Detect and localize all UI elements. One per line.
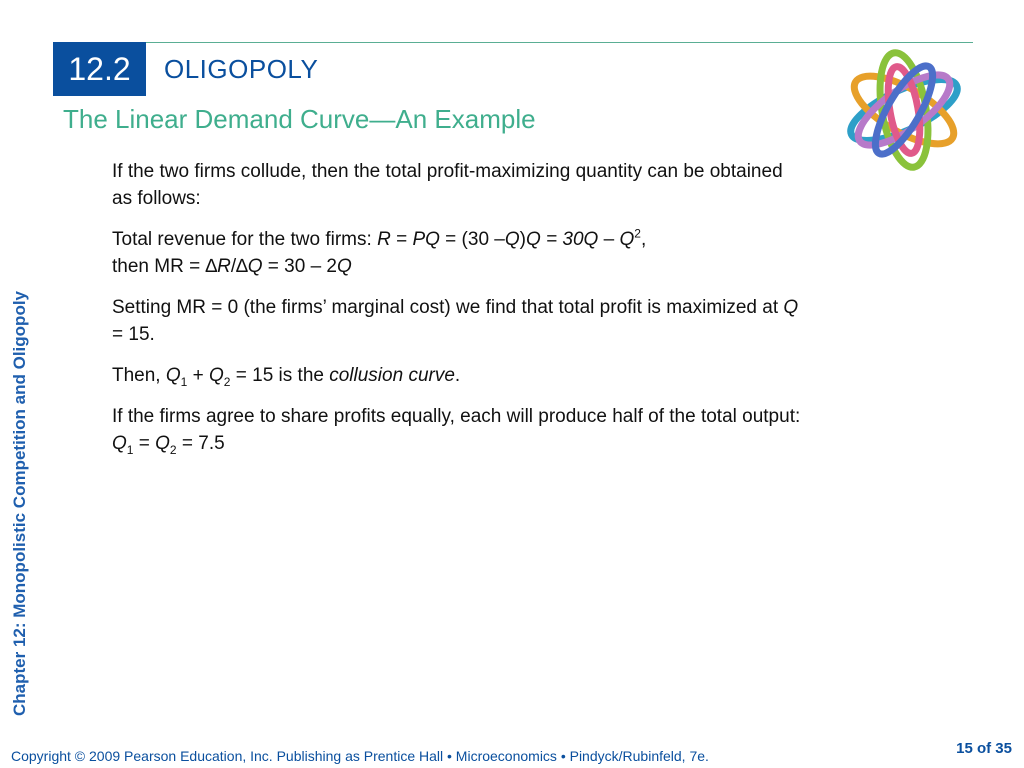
text: Then,	[112, 365, 166, 386]
paragraph-collusion-intro	[112, 158, 802, 212]
text: = 7.5	[176, 433, 225, 454]
interlocking-rings-icon	[826, 44, 982, 176]
text: = 15 is the	[230, 365, 330, 386]
text: = (30 –	[439, 229, 505, 250]
text: =	[390, 229, 413, 250]
var-Q-30Q: Q = 30Q	[525, 229, 599, 250]
text: +	[187, 365, 209, 386]
text: –	[598, 229, 620, 250]
page-number: 15 of 35	[956, 740, 1012, 757]
slide-subtitle: The Linear Demand Curve—An Example	[63, 104, 536, 134]
top-rule	[53, 42, 973, 43]
var-Q: Q	[619, 229, 635, 250]
text: )	[519, 229, 526, 250]
chapter-label: Chapter 12: Monopolistic Competition and Oligopoly	[10, 291, 29, 716]
text: = 30 – 2	[262, 256, 337, 277]
text: .	[454, 365, 461, 386]
text: If the firms agree to share profits equally, each will produce half of the total output:	[112, 406, 801, 427]
paragraph-text: If the two firms collude, then the total profit-maximizing quantity can be obtained as follows:	[112, 161, 783, 209]
text: /∆	[230, 256, 248, 277]
slide-body	[112, 158, 802, 471]
paragraph-total-revenue	[112, 226, 802, 280]
paragraph-mr-zero	[112, 294, 802, 348]
subscript: 1	[180, 374, 188, 389]
footer-copyright: Copyright © 2009 Pearson Education, Inc. Publishing as Prentice Hall • Microeconomics • Pindyck/Rubinfeld, 7e.	[11, 748, 709, 764]
text: Total revenue for the two firms:	[112, 229, 378, 250]
var-R: R	[217, 256, 231, 277]
var-Q: Q	[504, 229, 520, 250]
var-Q: Q	[247, 256, 263, 277]
paragraph-equal-share	[112, 403, 802, 457]
subscript: 1	[126, 442, 134, 457]
var-Q: Q	[209, 365, 224, 386]
var-Q: Q	[783, 297, 799, 318]
text: then MR = ∆	[112, 256, 218, 277]
section-title: OLIGOPOLY	[164, 54, 319, 84]
subscript: 2	[223, 374, 231, 389]
text: ,	[640, 229, 647, 250]
var-PQ: PQ	[412, 229, 440, 250]
var-R: R	[377, 229, 391, 250]
section-number-badge: 12.2	[53, 42, 146, 96]
paragraph-collusion-curve	[112, 362, 802, 389]
exponent: 2	[634, 226, 641, 241]
var-Q: Q	[165, 365, 181, 386]
text: =	[133, 433, 156, 454]
text: = 15.	[112, 324, 155, 345]
subscript: 2	[169, 442, 177, 457]
var-Q: Q	[112, 433, 127, 454]
var-Q: Q	[155, 433, 170, 454]
text: Setting MR = 0 (the firms’ marginal cost) we find that total profit is maximized at	[112, 297, 784, 318]
var-Q: Q	[337, 256, 352, 277]
term-collusion-curve: collusion curve	[329, 365, 455, 386]
